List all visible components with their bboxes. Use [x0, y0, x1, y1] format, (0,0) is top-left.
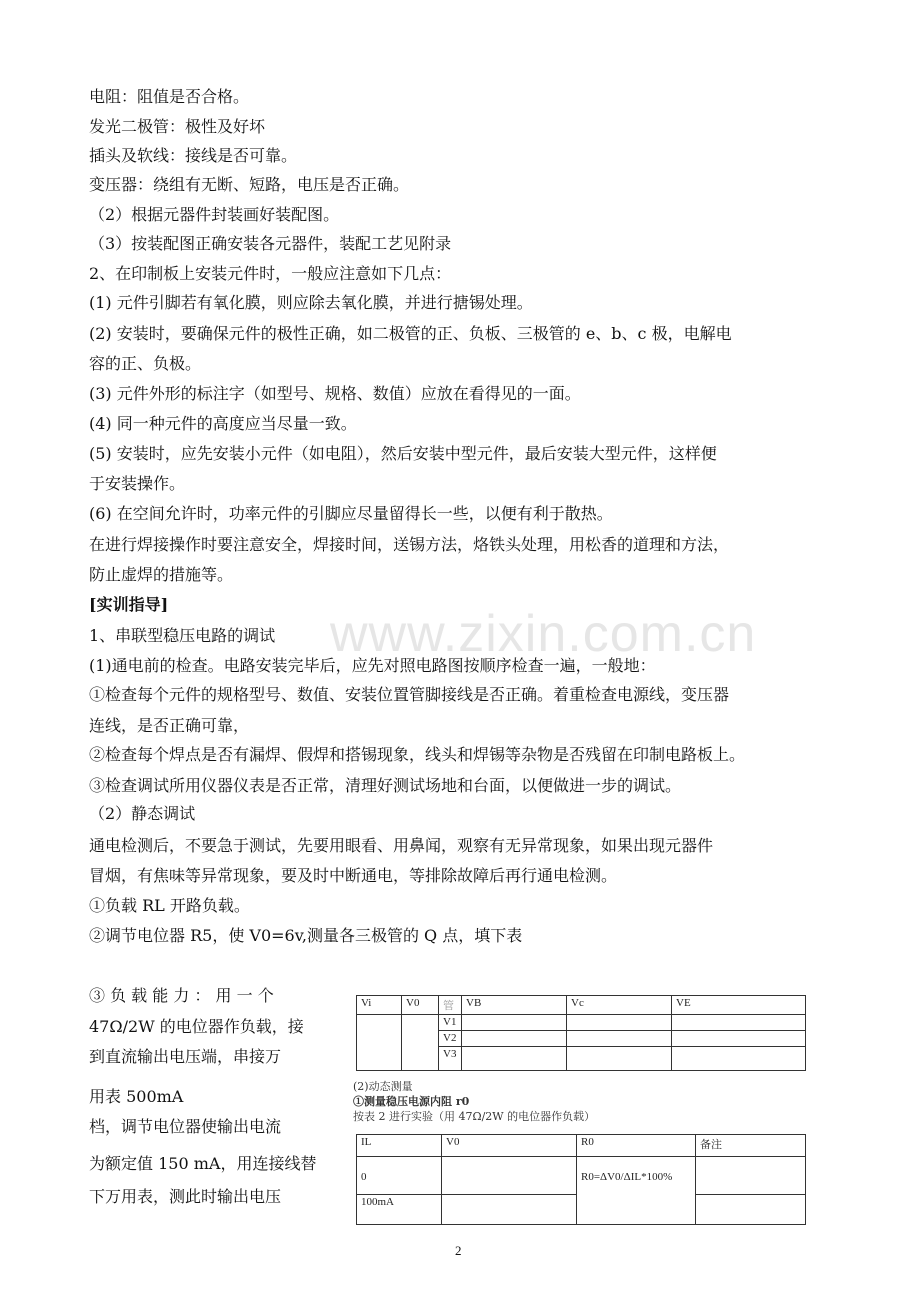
table1-header-v0: V0 — [402, 996, 439, 1015]
text-line: 于安装操作。 — [89, 474, 186, 493]
text-line: ②调节电位器 R5，使 V0=6v,测量各三极管的 Q 点，填下表 — [89, 926, 523, 945]
table1-cell — [462, 1031, 567, 1047]
text-line: 电阻：阻值是否合格。 — [89, 87, 250, 106]
text-line: 连线，是否正确可靠， — [89, 716, 250, 735]
table1-header-vi: Vi — [357, 996, 402, 1015]
side-text-line: 为额定值 150 mA，用连接线替 — [89, 1154, 317, 1173]
table1-header-tube: 管 — [439, 996, 462, 1015]
side-text-line: 档，调节电位器使输出电流 — [89, 1117, 282, 1136]
table2-formula: R0=ΔV0/ΔIL*100% — [577, 1157, 696, 1225]
text-line: 2、在印制板上安装元件时，一般应注意如下几点： — [89, 264, 452, 283]
table2-cell — [696, 1157, 806, 1195]
table1-row-label: V2 — [439, 1031, 462, 1047]
table1-cell — [462, 1047, 567, 1071]
table1-header-vc: Vc — [567, 996, 672, 1015]
table2-cell — [696, 1195, 806, 1225]
text-line: (2) 安装时，要确保元件的极性正确，如二极管的正、负板、三极管的 e、b、c 极，电解电 — [89, 324, 732, 343]
text-line: 发光二极管：极性及好坏 — [89, 117, 266, 136]
text-line: （2）根据元器件封装画好装配图。 — [89, 205, 340, 224]
table2-il-value: 100mA — [357, 1195, 442, 1225]
table2-header-v0: V0 — [442, 1135, 577, 1157]
caption-experiment: 按表 2 进行实验（用 47Ω/2W 的电位器作负载） — [353, 1110, 596, 1123]
text-line: 防止虚焊的措施等。 — [89, 565, 234, 584]
caption-dynamic: (2)动态测量 — [353, 1080, 413, 1093]
text-line: ③检查调试所用仪器仪表是否正常，清理好测试场地和台面，以便做进一步的调试。 — [89, 776, 682, 795]
caption-resistance: ①测量稳压电源内阻 r0 — [353, 1095, 470, 1108]
text-line: 插头及软线：接线是否可靠。 — [89, 146, 298, 165]
text-line: 容的正、负极。 — [89, 354, 202, 373]
internal-resistance-table — [356, 1134, 806, 1225]
table2-header-note: 备注 — [696, 1135, 806, 1157]
table1-cell — [567, 1047, 672, 1071]
table2-header-il: IL — [357, 1135, 442, 1157]
text-line: (4) 同一种元件的高度应当尽量一致。 — [89, 414, 357, 433]
text-line: ①负载 RL 开路负载。 — [89, 896, 250, 915]
table1-cell — [567, 1015, 672, 1031]
table1-row-label: V1 — [439, 1015, 462, 1031]
text-line: (3) 元件外形的标注字（如型号、规格、数值）应放在看得见的一面。 — [89, 384, 581, 403]
table1-cell — [567, 1031, 672, 1047]
q-point-table — [356, 995, 806, 1071]
table1-row-label: V3 — [439, 1047, 462, 1071]
text-line: 通电检测后，不要急于测试，先要用眼看、用鼻闻，观察有无异常现象，如果出现元器件 — [89, 836, 714, 855]
text-line: ②检查每个焊点是否有漏焊、假焊和搭锡现象，线头和焊锡等杂物是否残留在印制电路板上。 — [89, 745, 746, 764]
side-text-line: 到直流输出电压端，串接万 — [89, 1047, 282, 1066]
page-number: 2 — [455, 1243, 462, 1258]
text-line: 1、串联型稳压电路的调试 — [89, 626, 276, 645]
text-line: 在进行焊接操作时要注意安全，焊接时间，送锡方法，烙铁头处理，用松香的道理和方法， — [89, 535, 730, 554]
table1-cell — [672, 1031, 806, 1047]
text-line: (6) 在空间允许时，功率元件的引脚应尽量留得长一些，以便有利于散热。 — [89, 504, 613, 523]
text-line: 变压器：绕组有无断、短路，电压是否正确。 — [89, 175, 410, 194]
text-line: (1)通电前的检查。电路安装完毕后，应先对照电路图按顺序检查一遍，一般地： — [89, 656, 656, 675]
side-text-line: 47Ω/2W 的电位器作负载，接 — [89, 1017, 304, 1036]
text-line: (1) 元件引脚若有氧化膜，则应除去氧化膜，并进行搪锡处理。 — [89, 293, 533, 312]
table1-header-ve: VE — [672, 996, 806, 1015]
text-line: 冒烟，有焦味等异常现象，要及时中断通电，等排除故障后再行通电检测。 — [89, 866, 618, 885]
section-heading: [实训指导] — [89, 595, 169, 614]
table2-header-r0: R0 — [577, 1135, 696, 1157]
text-line: （3）按装配图正确安装各元器件，装配工艺见附录 — [89, 234, 452, 253]
side-text-line: ③ 负 载 能 力 ： 用 一 个 — [89, 986, 274, 1005]
table2-cell — [442, 1195, 577, 1225]
text-line: （2）静态调试 — [89, 804, 196, 823]
table1-cell — [672, 1047, 806, 1071]
table1-cell — [462, 1015, 567, 1031]
side-text-line: 用表 500mA — [89, 1087, 184, 1106]
text-line: ①检查每个元件的规格型号、数值、安装位置管脚接线是否正确。着重检查电源线，变压器 — [89, 685, 730, 704]
watermark: www.zixin.com.cn — [330, 605, 757, 663]
side-text-line: 下万用表，测此时输出电压 — [89, 1187, 282, 1206]
table1-cell — [402, 1015, 439, 1071]
table1-header-vb: VB — [462, 996, 567, 1015]
table1-cell — [672, 1015, 806, 1031]
table1-cell — [357, 1015, 402, 1071]
table2-il-value: 0 — [357, 1157, 442, 1195]
table2-cell — [442, 1157, 577, 1195]
text-line: (5) 安装时，应先安装小元件（如电阻），然后安装中型元件，最后安装大型元件，这样便 — [89, 444, 717, 463]
